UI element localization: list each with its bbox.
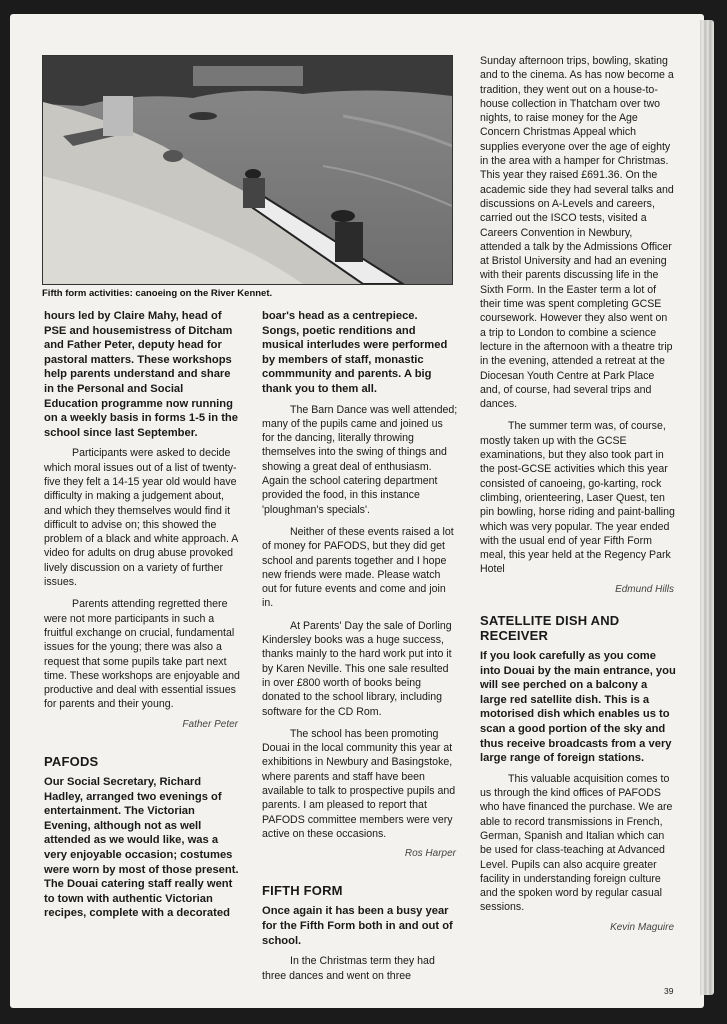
col2-paragraph-1: The Barn Dance was well attended; many of the pupils came and joined us for the dancing, literally throwing themselves into the swing of things and showing a great deal of enthusiasm. Again the school catering department provided the food, in this instance 'ploughman's specials'. — [262, 403, 458, 516]
col1-paragraph-1: Participants were asked to decide which moral issues out of a list of twenty-five they felt a 14-15 year old would have difficulty in making a judgement about, and which they themselves would find it difficult to advise on; this showed the problem of a black and white approach. A video for adults on drug abuse provoked lively discussion on a variety of further issues. — [44, 447, 238, 589]
col2-paragraph-3: At Parents' Day the sale of Dorling Kindersley books was a huge success, thanks mainly to the hard work put into it by Karen Neville. This one sale resulted in over £800 worth of books being donated to the school library, including software for the CD Rom. — [262, 619, 452, 718]
canoeing-photo — [42, 55, 453, 285]
col1-lead: hours led by Claire Mahy, head of PSE and housemistress of Ditcham and Father Peter, deputy head for pastoral matters. These workshops help parents understand and share in the Personal and Social Education programme now running on a weekly basis in forms 1-5 in the school since last September. — [44, 310, 238, 439]
col1-signature: Father Peter — [182, 718, 238, 730]
col2-signature: Ros Harper — [404, 848, 456, 860]
col2-paragraph-2: Neither of these events raised a lot of money for PAFODS, but they did get school and parents together and I hope new friends were made. Please watch out for future events and come and join in. — [262, 525, 454, 610]
page-stack-edge — [700, 20, 714, 995]
col3-signature-2: Kevin Maguire — [610, 921, 674, 933]
col3-signature: Edmund Hills — [615, 583, 674, 595]
pafods-lead: Our Social Secretary, Richard Hadley, arranged two evenings of entertainment. The Victorian Evening, although not as well attended as we would like, was a very enjoyable occasion; costumes were worn by most of those present. The Douai catering staff really went to town with authentic Victorian recipes, complete with a decorated — [44, 775, 239, 920]
satellite-heading: SATELLITE DISH AND RECEIVER — [480, 612, 620, 643]
col1-paragraph-2: Parents attending regretted there were not more participants in such a fruitful exchange on crucial, fundamental issues for the young; there was also a request that some pupils take part next time. These workshops are enjoyable and productive and deal with essential issues for parents and their young. — [44, 598, 240, 711]
photo-caption: Fifth form activities: canoeing on the River Kennet. — [42, 288, 273, 299]
satellite-lead: If you look carefully as you come into Douai by the main entrance, you will see perched on a balcony a large red satellite dish. This is a motorised dish which enables us to scan a good portion of the sky and thus receive broadcasts from a very large range of foreign stations. — [480, 649, 676, 765]
col2-paragraph-5: In the Christmas term they had three dances and went on three — [262, 955, 435, 982]
col3-paragraph-1: Sunday afternoon trips, bowling, skating and to the cinema. As has now become a tradition, they went out on a house-to-house collection in Thatcham over two nights, to raise money for the Age Concern Christmas Appeal which supplies everyone over the age of eighty in the area with a hamper for Christmas. This year they raised £691.36. On the academic side they had several talks and discussions on A-Levels and careers, carried out the ISCO tests, visited a Careers Convention in Newbury, attended a talk by the Admissions Officer at Bristol University and had an evening with their parents discussing life in the Sixth Form. In the Easter term a lot of their time was spent completing GCSE coursework. However they also went on a trip to London to combine a science lecture in the afternoon with a theatre trip in the evening, attended a retreat at the Diocesan Youth Centre at Park Place and, of course, had several trips and dances. — [480, 55, 674, 411]
col2-lead: boar's head as a centrepiece. Songs, poetic renditions and musical interludes were performed by members of staff, monastic commmunity and parents. A big thank you to them all. — [262, 310, 448, 395]
column-2 — [262, 309, 458, 991]
pafods-heading: PAFODS — [44, 753, 99, 769]
fifth-form-heading: FIFTH FORM — [262, 883, 343, 899]
page-number: 39 — [664, 986, 674, 996]
fifth-form-lead: Once again it has been a busy year for the Fifth Form both in and out of school. — [262, 905, 453, 947]
col3-paragraph-2: The summer term was, of course, mostly taken up with the GCSE examinations, but they also took part in the post-GCSE activities which this year consisted of canoeing, go-karting, rock climbing, orienteering, Laser Quest, ten pin bowling, horse riding and paint-balling which was very popular. The year ended with the usual end of year Fifth Form meal, this year held at the Regency Park Hotel — [480, 420, 675, 576]
column-3 — [480, 54, 676, 945]
col2-paragraph-4: The school has been promoting Douai in the local community this year at exhibitions in Newbury and Basingstoke, where parents and staff have been available to talk to prospective pupils and parents. I am pleased to report that PAFODS committee members were very active on these occasions. — [262, 727, 456, 840]
col3-paragraph-3: This valuable acquisition comes to us through the kind offices of PAFODS who have financed the purchase. We are able to record transmissions in French, German, Spanish and Italian which can be used for class-teaching at Advanced Level. Pupils can also acquire greater facility in understanding foreign culture and the spoken word by regular casual sessions. — [480, 772, 673, 914]
column-1 — [44, 309, 240, 927]
